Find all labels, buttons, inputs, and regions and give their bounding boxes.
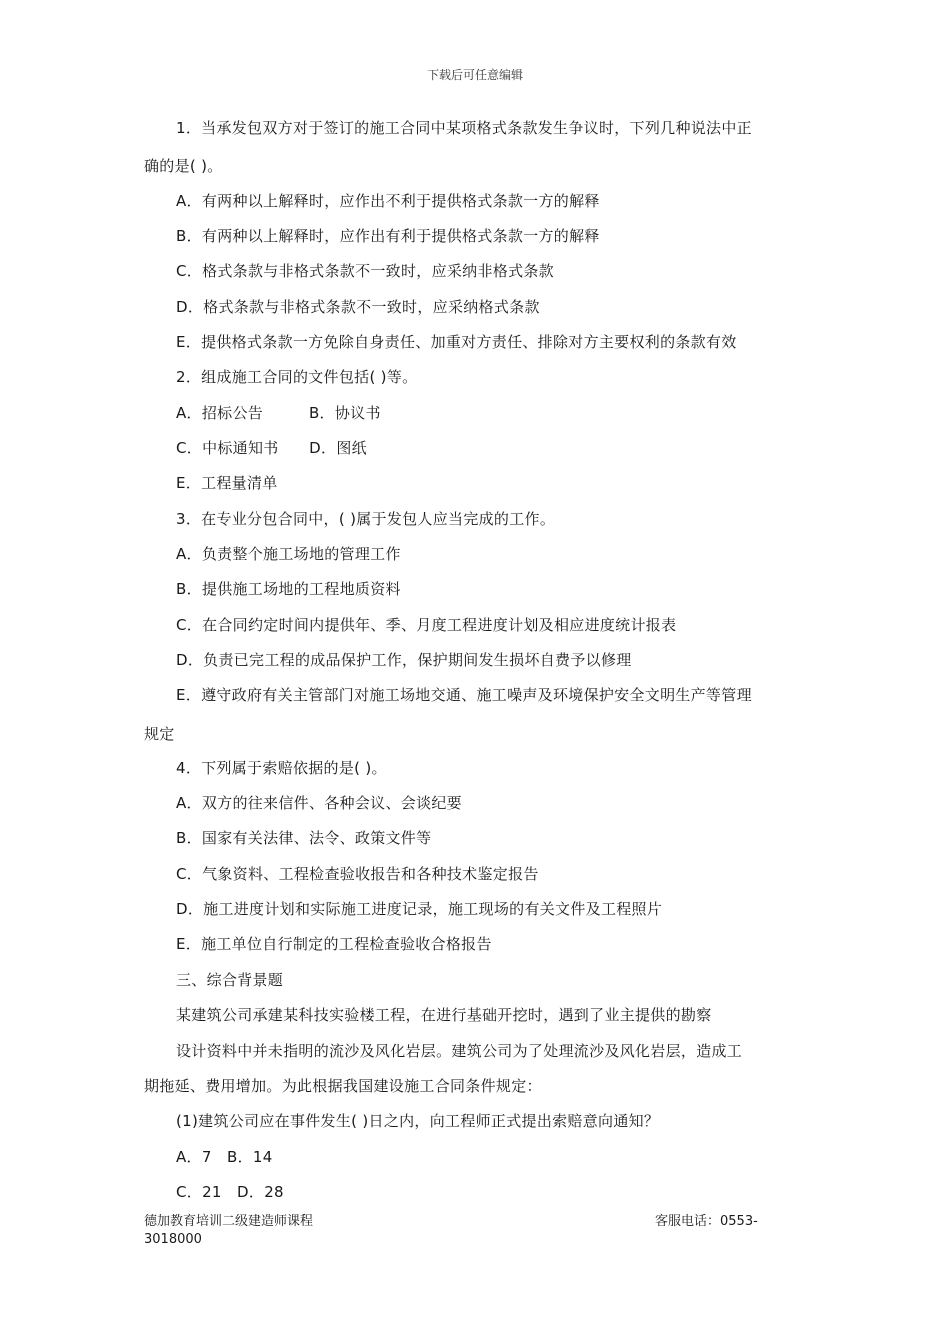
text-line: 三、综合背景题 (176, 971, 284, 989)
footer-course-name: 德加教育培训二级建造师课程 (144, 1214, 314, 1229)
text-line: D．格式条款与非格式条款不一致时，应采纳格式条款 (176, 298, 540, 316)
page-header: 下载后可任意编辑 (426, 68, 523, 82)
text-line: E．遵守政府有关主管部门对施工场地交通、施工噪声及环境保护安全文明生产等管理 (176, 686, 752, 704)
text-line: B．国家有关法律、法令、政策文件等 (176, 829, 432, 847)
footer-phone: 客服电话：0553- (655, 1214, 758, 1229)
text-line: C．在合同约定时间内提供年、季、月度工程进度计划及相应进度统计报表 (176, 616, 677, 634)
text-line: D．负责已完工程的成品保护工作，保护期间发生损坏自费予以修理 (176, 651, 632, 669)
text-line: 确的是( )。 (144, 157, 223, 175)
text-line: (1)建筑公司应在事件发生( )日之内，向工程师正式提出索赔意向通知？ (176, 1112, 660, 1130)
text-line: E．施工单位自行制定的工程检查验收合格报告 (176, 935, 492, 953)
text-line: 1．当承发包双方对于签订的施工合同中某项格式条款发生争议时，下列几种说法中正 (176, 119, 752, 137)
text-line: B．有两种以上解释时，应作出有利于提供格式条款一方的解释 (176, 227, 600, 245)
text-line: 期拖延、费用增加。为此根据我国建设施工合同条件规定： (144, 1077, 542, 1095)
text-line: 4．下列属于索赔依据的是( )。 (176, 759, 387, 777)
text-line: A．双方的往来信件、各种会议、会谈纪要 (176, 794, 462, 812)
text-line: 3．在专业分包合同中，( )属于发包人应当完成的工作。 (176, 510, 556, 528)
text-line: C．中标通知书 D．图纸 (176, 439, 367, 457)
text-line: C．格式条款与非格式条款不一致时，应采纳非格式条款 (176, 262, 554, 280)
text-line: A．有两种以上解释时，应作出不利于提供格式条款一方的解释 (176, 192, 600, 210)
text-line: 某建筑公司承建某科技实验楼工程，在进行基础开挖时，遇到了业主提供的勘察 (176, 1006, 712, 1024)
text-line: A．7 B．14 (176, 1148, 273, 1166)
text-line: 设计资料中并未指明的流沙及风化岩层。建筑公司为了处理流沙及风化岩层，造成工 (176, 1042, 743, 1060)
text-line: E．提供格式条款一方免除自身责任、加重对方责任、排除对方主要权利的条款有效 (176, 333, 737, 351)
text-line: 2．组成施工合同的文件包括( )等。 (176, 368, 418, 386)
text-line: E．工程量清单 (176, 474, 278, 492)
text-line: A．招标公告 B．协议书 (176, 404, 381, 422)
text-line: D．施工进度计划和实际施工进度记录，施工现场的有关文件及工程照片 (176, 900, 663, 918)
text-line: 规定 (144, 725, 175, 743)
text-line: C．21 D．28 (176, 1183, 284, 1201)
footer-phone-continuation: 3018000 (144, 1232, 202, 1247)
text-line: A．负责整个施工场地的管理工作 (176, 545, 401, 563)
text-line: C．气象资料、工程检查验收报告和各种技术鉴定报告 (176, 865, 539, 883)
text-line: B．提供施工场地的工程地质资料 (176, 580, 401, 598)
